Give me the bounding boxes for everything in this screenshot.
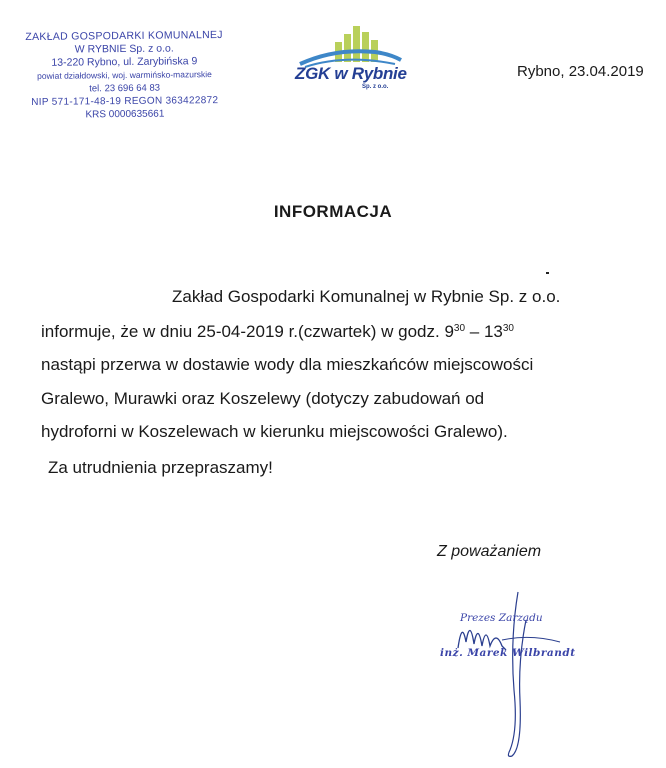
- stamp-line-company: ZAKŁAD GOSPODARKI KOMUNALNEJ: [25, 28, 223, 44]
- logo-text: ZGK w Rybnie: [295, 64, 407, 83]
- company-stamp: [12, 29, 238, 122]
- body-line-4: Gralewo, Murawki oraz Koszelewy (dotyczy zabudowań od: [41, 389, 485, 408]
- stamp-line-nip-regon: NIP 571-171-48-19 REGON 363422872: [31, 95, 219, 108]
- document-title: INFORMACJA: [273, 202, 393, 221]
- body-line-6: Za utrudnienia przepraszamy!: [48, 458, 273, 477]
- zgk-logo: [295, 20, 405, 100]
- stamp-line-region: powiat działdowski, woj. warmińsko-mazurskie: [37, 69, 212, 81]
- logo-graphic-icon: [295, 20, 405, 70]
- body-line-5: hydroforni w Koszelewach w kierunku miejscowości Gralewo).: [41, 422, 508, 441]
- signature-name: inż. Marek Wilbrandt: [440, 647, 576, 659]
- time-start-minutes: 30: [453, 323, 466, 334]
- body-line-2: [41, 322, 514, 342]
- body-line-2-text: informuje, że w dniu 25-04-2019 r.(czwartek) w godz. 9: [41, 322, 454, 341]
- document-date: Rybno, 23.04.2019: [517, 63, 644, 80]
- logo-subtext: Sp. z o.o.: [362, 84, 389, 90]
- stamp-line-phone: tel. 23 696 64 83: [89, 82, 161, 95]
- signature-role: Prezes Zarządu: [460, 612, 543, 624]
- stamp-line-location: W RYBNIE Sp. z o.o.: [74, 42, 174, 56]
- closing-regards: Z poważaniem: [437, 543, 542, 560]
- stamp-line-address: 13-220 Rybno, ul. Zarybińska 9: [51, 55, 198, 69]
- stray-mark: [546, 272, 549, 274]
- body-line-1: Zakład Gospodarki Komunalnej w Rybnie Sp. z o.o.: [172, 287, 561, 306]
- handwritten-signature-icon: [440, 580, 580, 760]
- time-end-minutes: 30: [502, 323, 514, 334]
- body-line-3: nastąpi przerwa w dostawie wody dla mieszkańców miejscowości: [41, 355, 534, 374]
- body-line-2-dash: – 13: [465, 322, 503, 341]
- stamp-line-krs: KRS 0000635661: [85, 108, 165, 121]
